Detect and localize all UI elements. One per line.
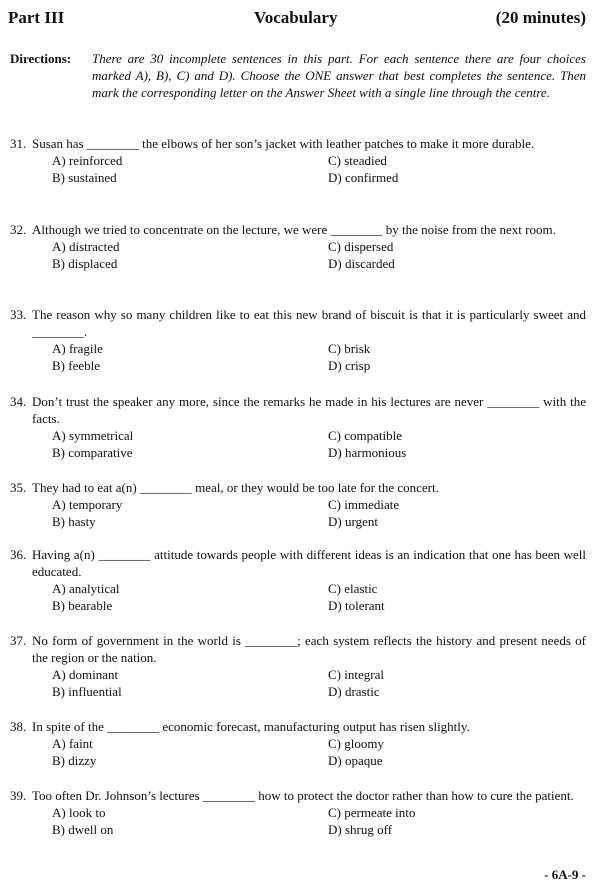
option-d: D) harmonious	[328, 445, 407, 460]
answer-options	[52, 804, 586, 838]
option-d: D) drastic	[328, 684, 380, 699]
option-b: B) displaced	[52, 256, 118, 271]
directions-label: Directions:	[10, 51, 72, 66]
option-b: B) influential	[52, 684, 122, 699]
option-b: B) hasty	[52, 514, 96, 529]
question-38	[10, 718, 586, 769]
question-number: 32.	[10, 222, 27, 237]
option-a: A) temporary	[52, 497, 123, 512]
answer-options	[52, 735, 586, 769]
question-text: Too often Dr. Johnson’s lectures ________ how to protect the doctor rather than how to cure the patient.	[32, 788, 574, 803]
question-33	[10, 306, 586, 374]
question-text: No form of government in the world is ________; each system reflects the history and present needs of the region or the nation.	[32, 633, 586, 665]
option-c: C) integral	[328, 667, 384, 682]
answer-options	[52, 496, 586, 530]
option-a: A) faint	[52, 736, 93, 751]
option-b: B) sustained	[52, 170, 117, 185]
directions	[10, 50, 586, 101]
option-c: C) compatible	[328, 428, 403, 443]
option-c: C) gloomy	[328, 736, 384, 751]
option-b: B) dwell on	[52, 822, 114, 837]
question-number: 39.	[10, 788, 27, 803]
question-number: 36.	[10, 547, 27, 562]
question-stem	[10, 479, 586, 496]
question-34	[10, 393, 586, 461]
directions-text: There are 30 incomplete sentences in this part. For each sentence there are four choices marked A), B), C) and D). Choose the ONE answer that best completes the sentence. Then mark the corresponding letter on the Answer Sheet with a single line through the centre.	[92, 51, 586, 100]
question-stem	[10, 787, 586, 804]
option-a: A) dominant	[52, 667, 119, 682]
question-31	[10, 135, 586, 186]
option-a: A) symmetrical	[52, 428, 134, 443]
question-stem	[10, 718, 586, 735]
option-c: C) elastic	[328, 581, 378, 596]
question-stem	[10, 632, 586, 666]
question-stem	[10, 135, 586, 152]
answer-options	[52, 580, 586, 614]
question-text: Susan has ________ the elbows of her son’s jacket with leather patches to make it more durable.	[32, 136, 535, 151]
question-text: Although we tried to concentrate on the lecture, we were ________ by the noise from the next room.	[32, 222, 556, 237]
question-text: In spite of the ________ economic forecast, manufacturing output has risen slightly.	[32, 719, 470, 734]
question-39	[10, 787, 586, 838]
question-36	[10, 546, 586, 614]
answer-options	[52, 152, 586, 186]
option-a: A) look to	[52, 805, 106, 820]
question-text: Having a(n) ________ attitude towards people with different ideas is an indication that one has been well educated.	[32, 547, 586, 579]
option-d: D) shrug off	[328, 822, 393, 837]
option-b: B) bearable	[52, 598, 113, 613]
option-c: C) dispersed	[328, 239, 394, 254]
option-d: D) opaque	[328, 753, 383, 768]
option-b: B) comparative	[52, 445, 133, 460]
question-stem	[10, 221, 586, 238]
question-35	[10, 479, 586, 530]
option-a: A) reinforced	[52, 153, 123, 168]
option-a: A) analytical	[52, 581, 120, 596]
option-d: D) urgent	[328, 514, 378, 529]
section-title: Vocabulary	[254, 8, 338, 27]
option-d: D) discarded	[328, 256, 395, 271]
question-stem	[10, 393, 586, 427]
answer-options	[52, 427, 586, 461]
option-c: C) permeate into	[328, 805, 416, 820]
question-number: 38.	[10, 719, 27, 734]
question-number: 34.	[10, 394, 27, 409]
option-c: C) steadied	[328, 153, 387, 168]
part-label: Part III	[8, 8, 65, 27]
page-number: - 6A-9 -	[544, 867, 586, 882]
answer-options	[52, 666, 586, 700]
question-number: 31.	[10, 136, 27, 151]
answer-options	[52, 340, 586, 374]
option-b: B) feeble	[52, 358, 101, 373]
question-stem	[10, 306, 586, 340]
option-d: D) confirmed	[328, 170, 399, 185]
option-c: C) immediate	[328, 497, 400, 512]
page-header	[8, 8, 586, 32]
question-stem	[10, 546, 586, 580]
time-limit: (20 minutes)	[495, 8, 586, 27]
question-number: 35.	[10, 480, 27, 495]
option-d: D) tolerant	[328, 598, 385, 613]
option-c: C) brisk	[328, 341, 371, 356]
question-text: Don’t trust the speaker any more, since the remarks he made in his lectures are never ________ with the facts.	[32, 394, 586, 426]
question-number: 33.	[10, 307, 27, 322]
option-a: A) fragile	[52, 341, 103, 356]
question-text: They had to eat a(n) ________ meal, or they would be too late for the concert.	[32, 480, 439, 495]
question-number: 37.	[10, 633, 27, 648]
question-32	[10, 221, 586, 272]
question-text: The reason why so many children like to eat this new brand of biscuit is that it is particularly sweet and ________.	[32, 307, 586, 339]
option-d: D) crisp	[328, 358, 371, 373]
question-37	[10, 632, 586, 700]
option-b: B) dizzy	[52, 753, 97, 768]
answer-options	[52, 238, 586, 272]
option-a: A) distracted	[52, 239, 120, 254]
